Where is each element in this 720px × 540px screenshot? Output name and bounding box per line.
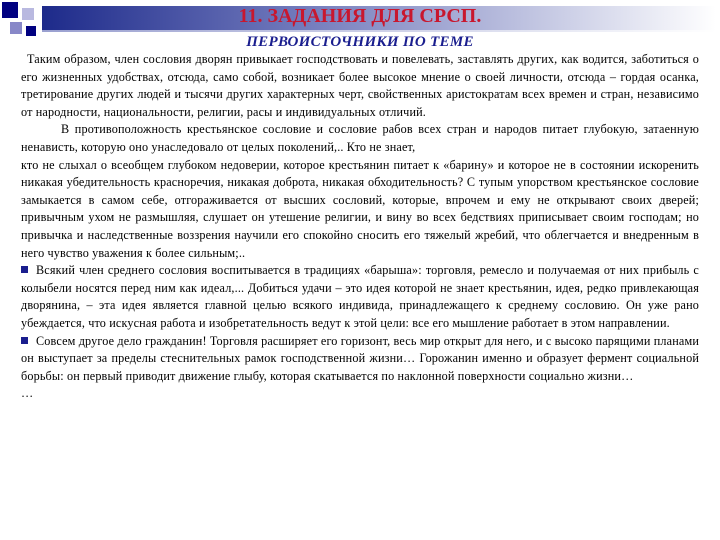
paragraph-3: кто не слыхал о всеобщем глубоком недоверии, которое крестьянин питает к «барину» и которое не в состоянии искоренить никакая убедительность красноречия, никакая доброта, никакая обходительность? С тупым упорством крестьянское сословие замыкается в самом себе, отгораживается от высших сословий, которые, впрочем и ему не открывают своих дверей; привычным ухом не размышляя, слушает он утешение религии, и вину во всех бедствиях приписывает своим господам; но привычка и наследственные воззрения научили его спокойно сносить его тяжелый жребий, что облегчается и внедренным в него чувство уважения к более сильным;.. [21,157,699,260]
square-bullet-icon [21,266,28,273]
header-bar-underline [42,30,716,32]
bullet-paragraph-1 [21,262,699,332]
square-bullet-icon [21,337,28,344]
paragraph-6: … [21,386,34,401]
slide-subtitle: ПЕРВОИСТОЧНИКИ ПО ТЕМЕ [246,34,474,50]
paragraph-4: Всякий член среднего сословия воспитывается в традициях «барыша»: торговля, ремесло и получаемая от них прибыль с колыбели носятся перед ним как идеал,... Добиться удачи – это идея которой не знает крестьянин, идея, редко привлекающая дворянина, – эта идея является главной целью всякого индивида, принадлежащего к среднему сословию. Он уже рано убеждается, что искусная работа и изобретательность ведут к этой цели: все его мышление работает в этом направлении. [21,263,699,330]
paragraph-5: Совсем другое дело гражданин! Торговля расширяет его горизонт, весь мир открыт для него, и с высоко парящими планами он выступает за пределы стеснительных рамок господственной жизни… Горожанин именно и образует фермент социальной борьбы: он первый приводит движение глыбу, которая скатывается по наклонной поверхности социально жизни… [21,333,699,383]
bullet-paragraph-2 [21,333,699,386]
paragraph-2: В противоположность крестьянское сословие и сословие рабов всех стран и народов питает глубокую, затаенную ненависть, которую оно унаследовало от целых поколений,.. Кто не знает, [21,122,699,154]
slide-body [21,51,699,403]
slide-title: 11. ЗАДАНИЯ ДЛЯ СРСП. [238,5,482,27]
paragraph-1: Таким образом, член сословия дворян привыкает господствовать и повелевать, заставлять других, как водится, заботиться о его жизненных удобствах, отсюда, само собой, возникает более высокое мнение о своей личности, отсюда – гордая осанка, третирование других людей и тысячи других характерных черт, свойственных аристократам всех времен и стран, независимо от народности, национальности, религии, расы и индивидуальных отличий. [21,52,699,119]
